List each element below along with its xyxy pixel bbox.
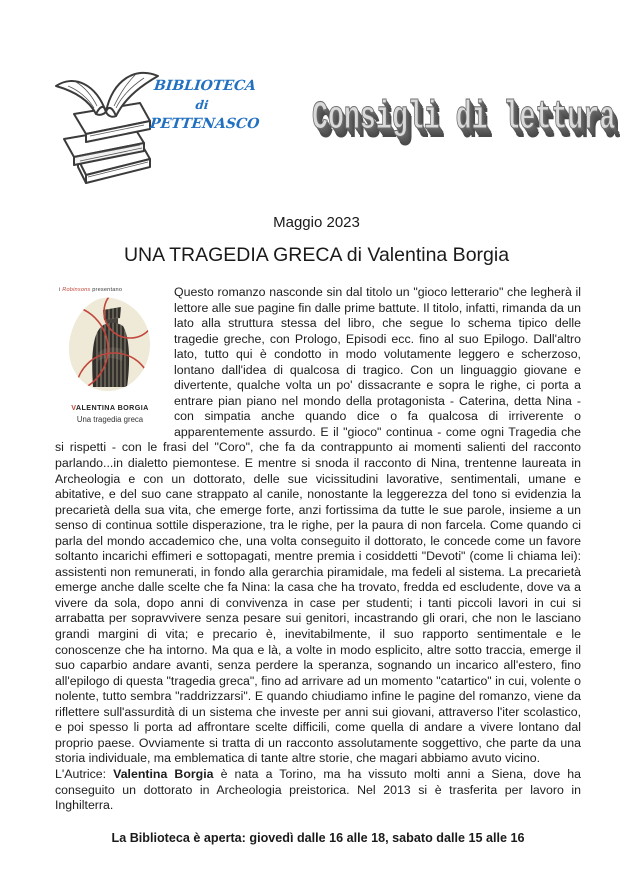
- book-cover-illustration: [62, 382, 158, 399]
- author-name: Valentina Borgia: [113, 766, 214, 781]
- book-cover-imprint: [59, 286, 163, 294]
- book-cover-title: Una tragedia greca: [76, 415, 144, 424]
- library-logo: [44, 46, 261, 191]
- author-note-rest: è nata a Torino, ma ha vissuto molti anni a Siena, dove ha conseguito un dottorato in Archeologia preistorica. Nel 2013 si è trasferita per lavoro in Inghilterra.: [55, 766, 581, 813]
- author-rest: ALENTINA BORGIA: [75, 403, 149, 412]
- date-heading: Maggio 2023: [273, 214, 360, 231]
- wordart-title: Consigli di lettura: [312, 96, 616, 141]
- library-name: [149, 76, 261, 134]
- book-cover: [57, 286, 163, 433]
- imprint-prefix: i: [59, 287, 63, 293]
- imprint-suffix: presentano: [90, 287, 123, 293]
- library-name-line3: PETTENASCO: [149, 116, 261, 132]
- imprint-series: Robinsons: [62, 287, 91, 293]
- author-initial: V: [71, 403, 76, 412]
- library-name-line2: di: [194, 98, 210, 112]
- review-text: Questo romanzo nasconde sin dal titolo un "gioco letterario" che legherà il lettore alle sue pagine fin dalle prime battute. Il titolo, infatti, rimanda da un lato alla struttura stessa del libro, che segue lo schema tipico delle tragedie greche, con Prologo, Episodi ecc. fino al suo Epilogo. Dall'altro lato, tutto qui è condotto in modo volutamente leggero e scherzoso, lontano dall'idea di qualcosa di tragico. Con un linguaggio giovane e divertente, qualche volta un po' dissacrante e sopra le righe, ci porta a entrare pian piano nel mondo della protagonista - Caterina, detta Nina - con simpatia anche quando dice o fa qualcosa di irriverente o apparentemente assurdo. E il "gioco" continua - come ogni Tragedia che si rispetti - con le frasi del "Coro", che fa da contrappunto ai momenti salienti del racconto parlando...in dialetto piemontese. E mentre si snoda il racconto di Nina, trentenne laureata in Archeologia e con un dottorato, delle sue vicissitudini lavorative, sentimentali, umane e abitative, e del suo cane strappato al canile, nonostante la leggerezza del tono si evidenzia la precarietà della sua vita, che emerge forte, anzi fortissima da tutte le sue parole, insieme a un senso di continua sottile disperazione, tra le righe, per la paura di non farcela. Come quando ci parla del mondo accademico che, una volta conseguito il dottorato, le concede come un favore soltanto incarichi effimeri e sottopagati, mentre premia i cosiddetti "Devoti" (come li chiama lei): assistenti non remunerati, in fondo alla gerarchia piramidale, ma fedeli al sistema. La precarietà emerge anche dalle scelte che fa Nina: la casa che ha trovato, fredda ed escludente, dove va a vivere da sola, dopo anni di convivenza in case per studenti; i tanti piccoli lavori in cui si arrabatta per sopravvivere senza pesare sui genitori, incastrando gli orari, che non le lasciano grandi margini di vita; e precario è, inevitabilmente, il suo rapporto sentimentale e le conoscenze che ha intorno. Ma qua e là, a volte in modo esplicito, altre sotto traccia, emerge il suo caparbio andare avanti, senza perdere la speranza, sognando un incarico all'estero, fino all'epilogo di questa "tragedia greca", fino ad arrivare ad un momento "catartico" in cui, volente o nolente, tutto sembra "raddrizzarsi". E quando chiudiamo infine le pagine del romanzo, viene da riflettere sull'assurdità di un sistema che investe per anni sui giovani, attraverso l'iter scolastico, e poi spesso li porta ad affrontare scelte difficili, come quella di andare a vivere lontano dal proprio paese. Ovviamente si tratta di un racconto assolutamente soggettivo, che parte da una storia individuale, ma emblematica di tante altre storie, che magari abbiamo avuto vicino.: [55, 285, 581, 766]
- book-cover-author: [57, 403, 163, 412]
- review-content: [55, 285, 581, 845]
- opening-hours: La Biblioteca è aperta: giovedì dalle 16 alle 18, sabato dalle 15 alle 16: [111, 830, 525, 845]
- page-title: UNA TRAGEDIA GRECA di Valentina Borgia: [123, 244, 510, 266]
- author-note-prefix: L'Autrice:: [55, 766, 114, 781]
- author-note: [55, 767, 581, 814]
- library-name-line1: BIBLIOTECA: [153, 78, 257, 94]
